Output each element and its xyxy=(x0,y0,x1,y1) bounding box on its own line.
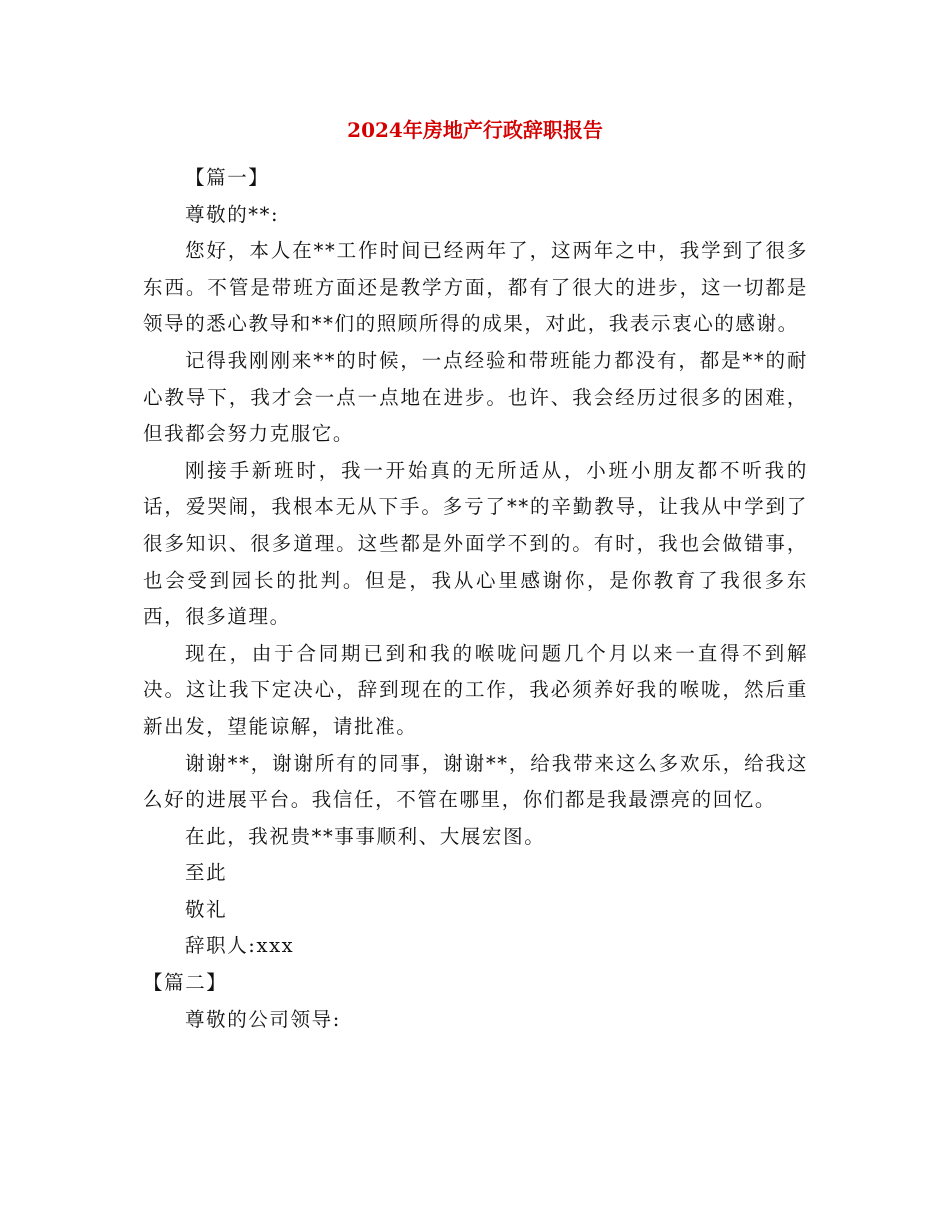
document-title: 2024年房地产行政辞职报告 xyxy=(347,118,603,142)
paragraph-6: 在此，我祝贵**事事顺利、大展宏图。 xyxy=(185,824,546,848)
section-heading-1: 【篇一】 xyxy=(185,166,270,189)
closing-line-1: 至此 xyxy=(185,861,228,885)
signature: 辞职人:xxx xyxy=(185,934,295,958)
document-body xyxy=(143,160,808,1038)
paragraph-1: 您好，本人在**工作时间已经两年了，这两年之中，我学到了很多东西。不管是带班方面还是教学方面，都有了很大的进步，这一切都是领导的悉心教导和**们的照顾所得的成果，对此，我表示衷心的感谢。 xyxy=(143,239,808,336)
salutation-1: 尊敬的**: xyxy=(185,202,280,226)
salutation-2: 尊敬的公司领导: xyxy=(185,1007,341,1031)
paragraph-5: 谢谢**，谢谢所有的同事，谢谢**，给我带来这么多欢乐，给我这么好的进展平台。我信任，不管在哪里，你们都是我最漂亮的回忆。 xyxy=(143,751,808,812)
paragraph-3: 刚接手新班时，我一开始真的无所适从，小班小朋友都不听我的话，爱哭闹，我根本无从下手。多亏了**的辛勤教导，让我从中学到了很多知识、很多道理。这些都是外面学不到的。有时，我也会做错事，也会受到园长的批判。但是，我从心里感谢你，是你教育了我很多东西，很多道理。 xyxy=(143,458,808,629)
section-heading-2: 【篇二】 xyxy=(143,971,228,995)
closing-line-2: 敬礼 xyxy=(185,897,228,921)
paragraph-4: 现在，由于合同期已到和我的喉咙问题几个月以来一直得不到解决。这让我下定决心，辞到现在的工作，我必须养好我的喉咙，然后重新出发，望能谅解，请批准。 xyxy=(143,641,808,738)
paragraph-2: 记得我刚刚来**的时候，一点经验和带班能力都没有，都是**的耐心教导下，我才会一点一点地在进步。也许、我会经历过很多的困难，但我都会努力克服它。 xyxy=(143,348,808,446)
